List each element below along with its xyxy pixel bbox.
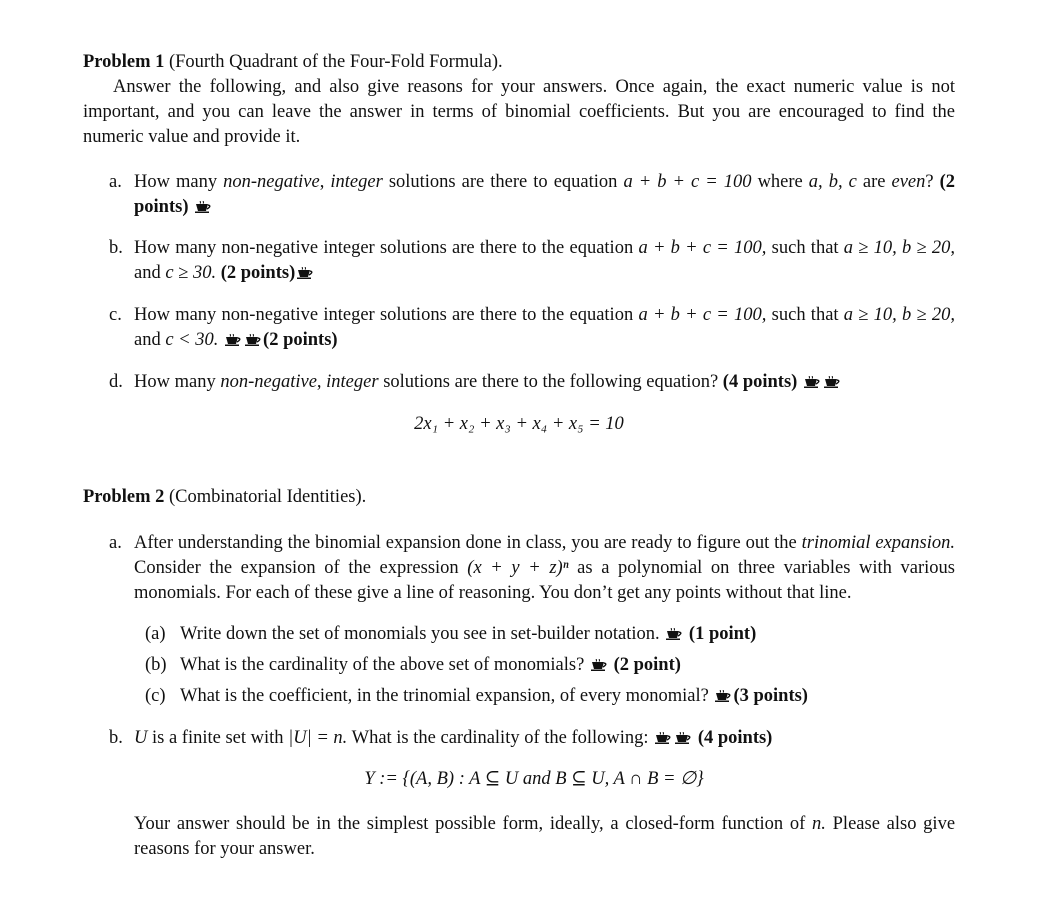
text: such that — [771, 305, 839, 325]
subpart-b — [83, 653, 955, 678]
text: solutions are there to the following equation? — [383, 372, 719, 392]
math-condition: c ≥ 30. — [165, 263, 217, 283]
coffee-cup-icon — [243, 334, 263, 346]
emphasis: even — [891, 172, 926, 192]
problem-2-subparts — [83, 622, 955, 709]
coffee-cup-icon — [673, 732, 693, 744]
math-expression: a + b + c = 100 — [623, 172, 752, 192]
problem-2-part-b — [83, 726, 955, 751]
text: as a polynomial on three variables with various monomials. For each of these give a line of reasoning. You don’t get any points without that line. — [134, 558, 956, 603]
text: Consider the expansion of the expression — [134, 558, 459, 578]
text: Please also give reasons for your answer. — [134, 814, 956, 859]
coffee-cup-icon — [295, 267, 315, 279]
points-badge: (2 point) — [613, 655, 681, 675]
part-label: a. — [109, 533, 122, 553]
emphasis: trinomial expansion. — [801, 533, 955, 553]
coffee-cup-icon — [713, 690, 733, 702]
emphasis: non-negative — [223, 172, 320, 192]
text: How many — [134, 372, 216, 392]
problem-1-parts — [83, 170, 955, 395]
text: are — [862, 172, 886, 192]
coffee-cup-icon — [802, 376, 822, 388]
math-variables: a, b, c — [808, 172, 857, 192]
math-expression: (x + y + z)ⁿ — [467, 558, 569, 578]
part-label: b. — [109, 238, 123, 258]
text: solutions are there to equation — [388, 172, 618, 192]
problem-2-title — [83, 485, 955, 510]
text: , — [316, 372, 322, 392]
emphasis: integer — [326, 372, 379, 392]
problem-1-intro: Answer the following, and also give reasons for your answers. Once again, the exact numeric value is not important, and you can leave the answer in terms of binomial coefficients. But you are encouraged to find the numeric value and provide it. — [83, 77, 955, 147]
problem-1-heading: Problem 1 — [83, 52, 165, 72]
math-condition: c < 30. — [165, 330, 219, 350]
coffee-cup-icon — [589, 659, 609, 671]
text: Your answer should be in the simplest possible form, ideally, a closed-form function of — [134, 814, 806, 834]
problem-2-part-a — [83, 531, 955, 606]
problem-2 — [83, 485, 955, 862]
problem-2-subtitle: (Combinatorial Identities). — [168, 487, 367, 507]
coffee-cup-icon — [193, 201, 213, 213]
problem-2-instructions — [83, 812, 955, 862]
points-badge: (4 points) — [722, 372, 798, 392]
points-badge: (3 points) — [733, 686, 808, 706]
problem-2-heading: Problem 2 — [83, 487, 165, 507]
text: How many non-negative integer solutions are there to the equation — [134, 238, 634, 258]
problem-1-part-a — [83, 170, 955, 220]
part-label: d. — [109, 372, 123, 392]
problem-1-part-d — [83, 370, 955, 395]
points-badge: (2 points) — [134, 172, 956, 217]
emphasis: non-negative — [220, 372, 317, 392]
coffee-cup-icon — [653, 732, 673, 744]
points-badge: (2 points) — [220, 263, 296, 283]
text: and — [134, 330, 161, 350]
part-label: a. — [109, 172, 122, 192]
problem-1-subtitle: (Fourth Quadrant of the Four-Fold Formula). — [168, 52, 503, 72]
math-variable: U — [134, 728, 148, 748]
points-badge: (4 points) — [697, 728, 773, 748]
text: What is the coefficient, in the trinomial expansion, of every monomial? — [180, 686, 709, 706]
subpart-a — [83, 622, 955, 647]
text: such that — [771, 238, 839, 258]
text: How many non-negative integer solutions are there to the equation — [134, 305, 634, 325]
subpart-c — [83, 684, 955, 709]
problem-sheet — [83, 50, 955, 862]
points-badge: (1 point) — [688, 624, 757, 644]
coffee-cup-icon — [223, 334, 243, 346]
text: where — [757, 172, 803, 192]
coffee-cup-icon — [822, 376, 842, 388]
text: How many — [134, 172, 218, 192]
subpart-label: (c) — [145, 686, 166, 706]
text: ? — [925, 172, 934, 192]
text: What is the cardinality of the above set of monomials? — [180, 655, 585, 675]
math-condition: a ≥ 10, b ≥ 20, — [843, 305, 956, 325]
problem-1-equation: 2x₁ + x₂ + x₃ + x₄ + x₅ = 10 — [414, 414, 624, 434]
subpart-label: (a) — [145, 624, 166, 644]
problem-1-part-c — [83, 303, 955, 353]
math-condition: a ≥ 10, b ≥ 20, — [843, 238, 956, 258]
emphasis: integer — [330, 172, 383, 192]
text: Write down the set of monomials you see in set-builder notation. — [180, 624, 660, 644]
text: What is the cardinality of the following: — [351, 728, 649, 748]
part-label: c. — [109, 305, 122, 325]
subpart-label: (b) — [145, 655, 167, 675]
text: and — [134, 263, 161, 283]
problem-1-part-b — [83, 236, 955, 286]
text: is a finite set with — [152, 728, 284, 748]
points-badge: (2 points) — [263, 330, 338, 350]
part-label: b. — [109, 728, 123, 748]
coffee-cup-icon — [664, 628, 684, 640]
problem-1 — [83, 50, 955, 437]
problem-1-title — [83, 50, 955, 75]
math-expression: |U| = n. — [288, 728, 348, 748]
problem-2-set-definition: Y := {(A, B) : A ⊆ U and B ⊆ U, A ∩ B = ∅} — [364, 769, 704, 789]
math-expression: a + b + c = 100, — [638, 305, 767, 325]
math-variable: n. — [812, 814, 826, 834]
text: , — [319, 172, 325, 192]
math-expression: a + b + c = 100, — [638, 238, 767, 258]
problem-2-parts — [83, 531, 955, 606]
problem-2-parts-b — [83, 726, 955, 751]
text: After understanding the binomial expansion done in class, you are ready to figure out the — [134, 533, 797, 553]
